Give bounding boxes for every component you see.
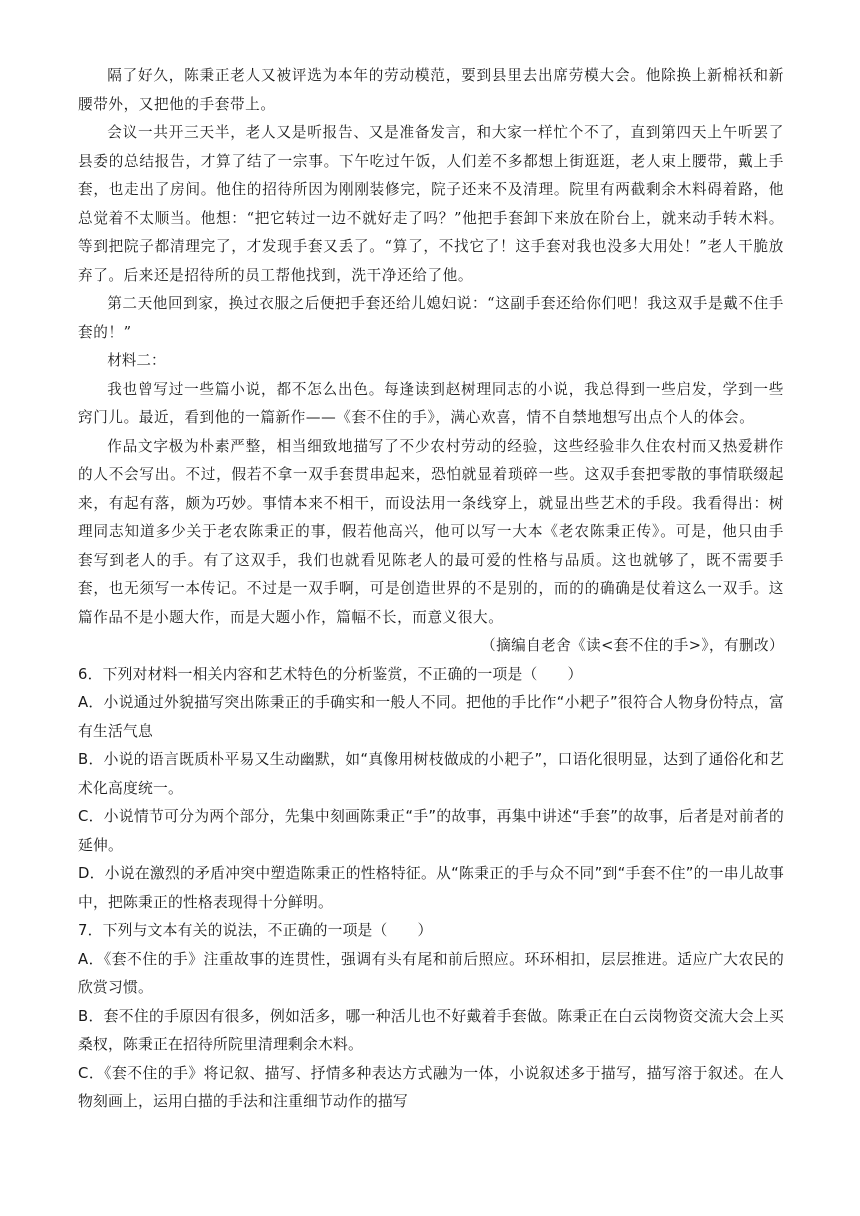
question-7-option-c: C．《套不住的手》将记叙、描写、抒情多种表达方式融为一体，小说叙述多于描写，描写溶于叙述。在人物刻画上，运用白描的手法和注重细节动作的描写 <box>78 1064 784 1110</box>
question-6-option-c: C．小说情节可分为两个部分，先集中刻画陈秉正“手”的故事，再集中讲述“手套”的故事，后者是对前者的延伸。 <box>78 808 784 854</box>
question-6-option-b: B．小说的语言既质朴平易又生动幽默，如“真像用树枝做成的小耙子”，口语化很明显，达到了通俗化和艺术化高度统一。 <box>78 751 784 797</box>
material2-paragraph-1: 我也曾写过一些篇小说，都不怎么出色。每逢读到赵树理同志的小说，我总得到一些启发，学到一些窍门儿。最近，看到他的一篇新作——《套不住的手》，满心欢喜，情不自禁地想写出点个人的体会。 <box>78 380 784 426</box>
question-7-option-b: B．套不住的手原因有很多，例如活多，哪一种活儿也不好戴着手套做。陈秉正在白云岗物资交流大会上买桑杈，陈秉正在招待所院里清理剩余木料。 <box>78 1007 784 1053</box>
material1-paragraph-3: 第二天他回到家，换过衣服之后便把手套还给儿媳妇说：“这副手套还给你们吧！我这双手是戴不住手套的！” <box>78 295 784 341</box>
question-6-stem: 6．下列对材料一相关内容和艺术特色的分析鉴赏，不正确的一项是（ ） <box>78 665 583 683</box>
material2-paragraph-2: 作品文字极为朴素严整，相当细致地描写了不少农村劳动的经验，这些经验非久住农村而又热爱耕作的人不会写出。不过，假若不拿一双手套贯串起来，恐怕就显着琐碎一些。这双手套把零散的事情联缀起来，有起有落，颇为巧妙。事情本来不相干，而设法用一条线穿上，就显出些艺术的手段。我看得出：树理同志知道多少关于老农陈秉正的事，假若他高兴，他可以写一大本《老农陈秉正传》。可是，他只由手套写到老人的手。有了这双手，我们也就看见陈老人的最可爱的性格与品质。这也就够了，既不需要手套，也无须写一本传记。不过是一双手啊，可是创造世界的不是别的，而的的确确是仗着这么一双手。这篇作品不是小题大作，而是大题小作，篇幅不长，而意义很大。 <box>78 437 784 626</box>
question-7-stem: 7．下列与文本有关的说法，不正确的一项是（ ） <box>78 922 433 939</box>
material2-label: 材料二： <box>107 352 166 369</box>
question-6-option-d: D．小说在激烈的矛盾冲突中塑造陈秉正的性格特征。从“陈秉正的手与众不同”到“手套不住”的一串儿故事中，把陈秉正的性格表现得十分鲜明。 <box>78 865 784 911</box>
material2-source: （摘编自老舍《读<套不住的手>》，有删改） <box>481 637 784 654</box>
material1-paragraph-2: 会议一共开三天半，老人又是听报告、又是准备发言，和大家一样忙个不了，直到第四天上午听罢了县委的总结报告，才算了结了一宗事。下午吃过午饭，人们差不多都想上街逛逛，老人束上腰带，戴上手套，也走出了房间。他住的招待所因为刚刚装修完，院子还来不及清理。院里有两截剩余木料碍着路，他总觉着不太顺当。他想：“把它转过一边不就好走了吗？”他把手套卸下来放在阶台上，就来动手转木料。等到把院子都清理完了，才发现手套又丢了。“算了，不找它了！这手套对我也没多大用处！”老人干脆放弃了。后来还是招待所的员工帮他找到，洗干净还给了他。 <box>78 124 784 284</box>
document-page <box>78 62 784 1117</box>
question-7-option-a: A．《套不住的手》注重故事的连贯性，强调有头有尾和前后照应。环环相扣，层层推进。适应广大农民的欣赏习惯。 <box>78 950 784 996</box>
material1-paragraph-1: 隔了好久，陈秉正老人又被评选为本年的劳动模范，要到县里去出席劳模大会。他除换上新棉袄和新腰带外，又把他的手套带上。 <box>78 67 784 113</box>
question-6-option-a: A．小说通过外貌描写突出陈秉正的手确实和一般人不同。把他的手比作“小耙子”很符合人物身份特点，富有生活气息 <box>78 694 784 740</box>
